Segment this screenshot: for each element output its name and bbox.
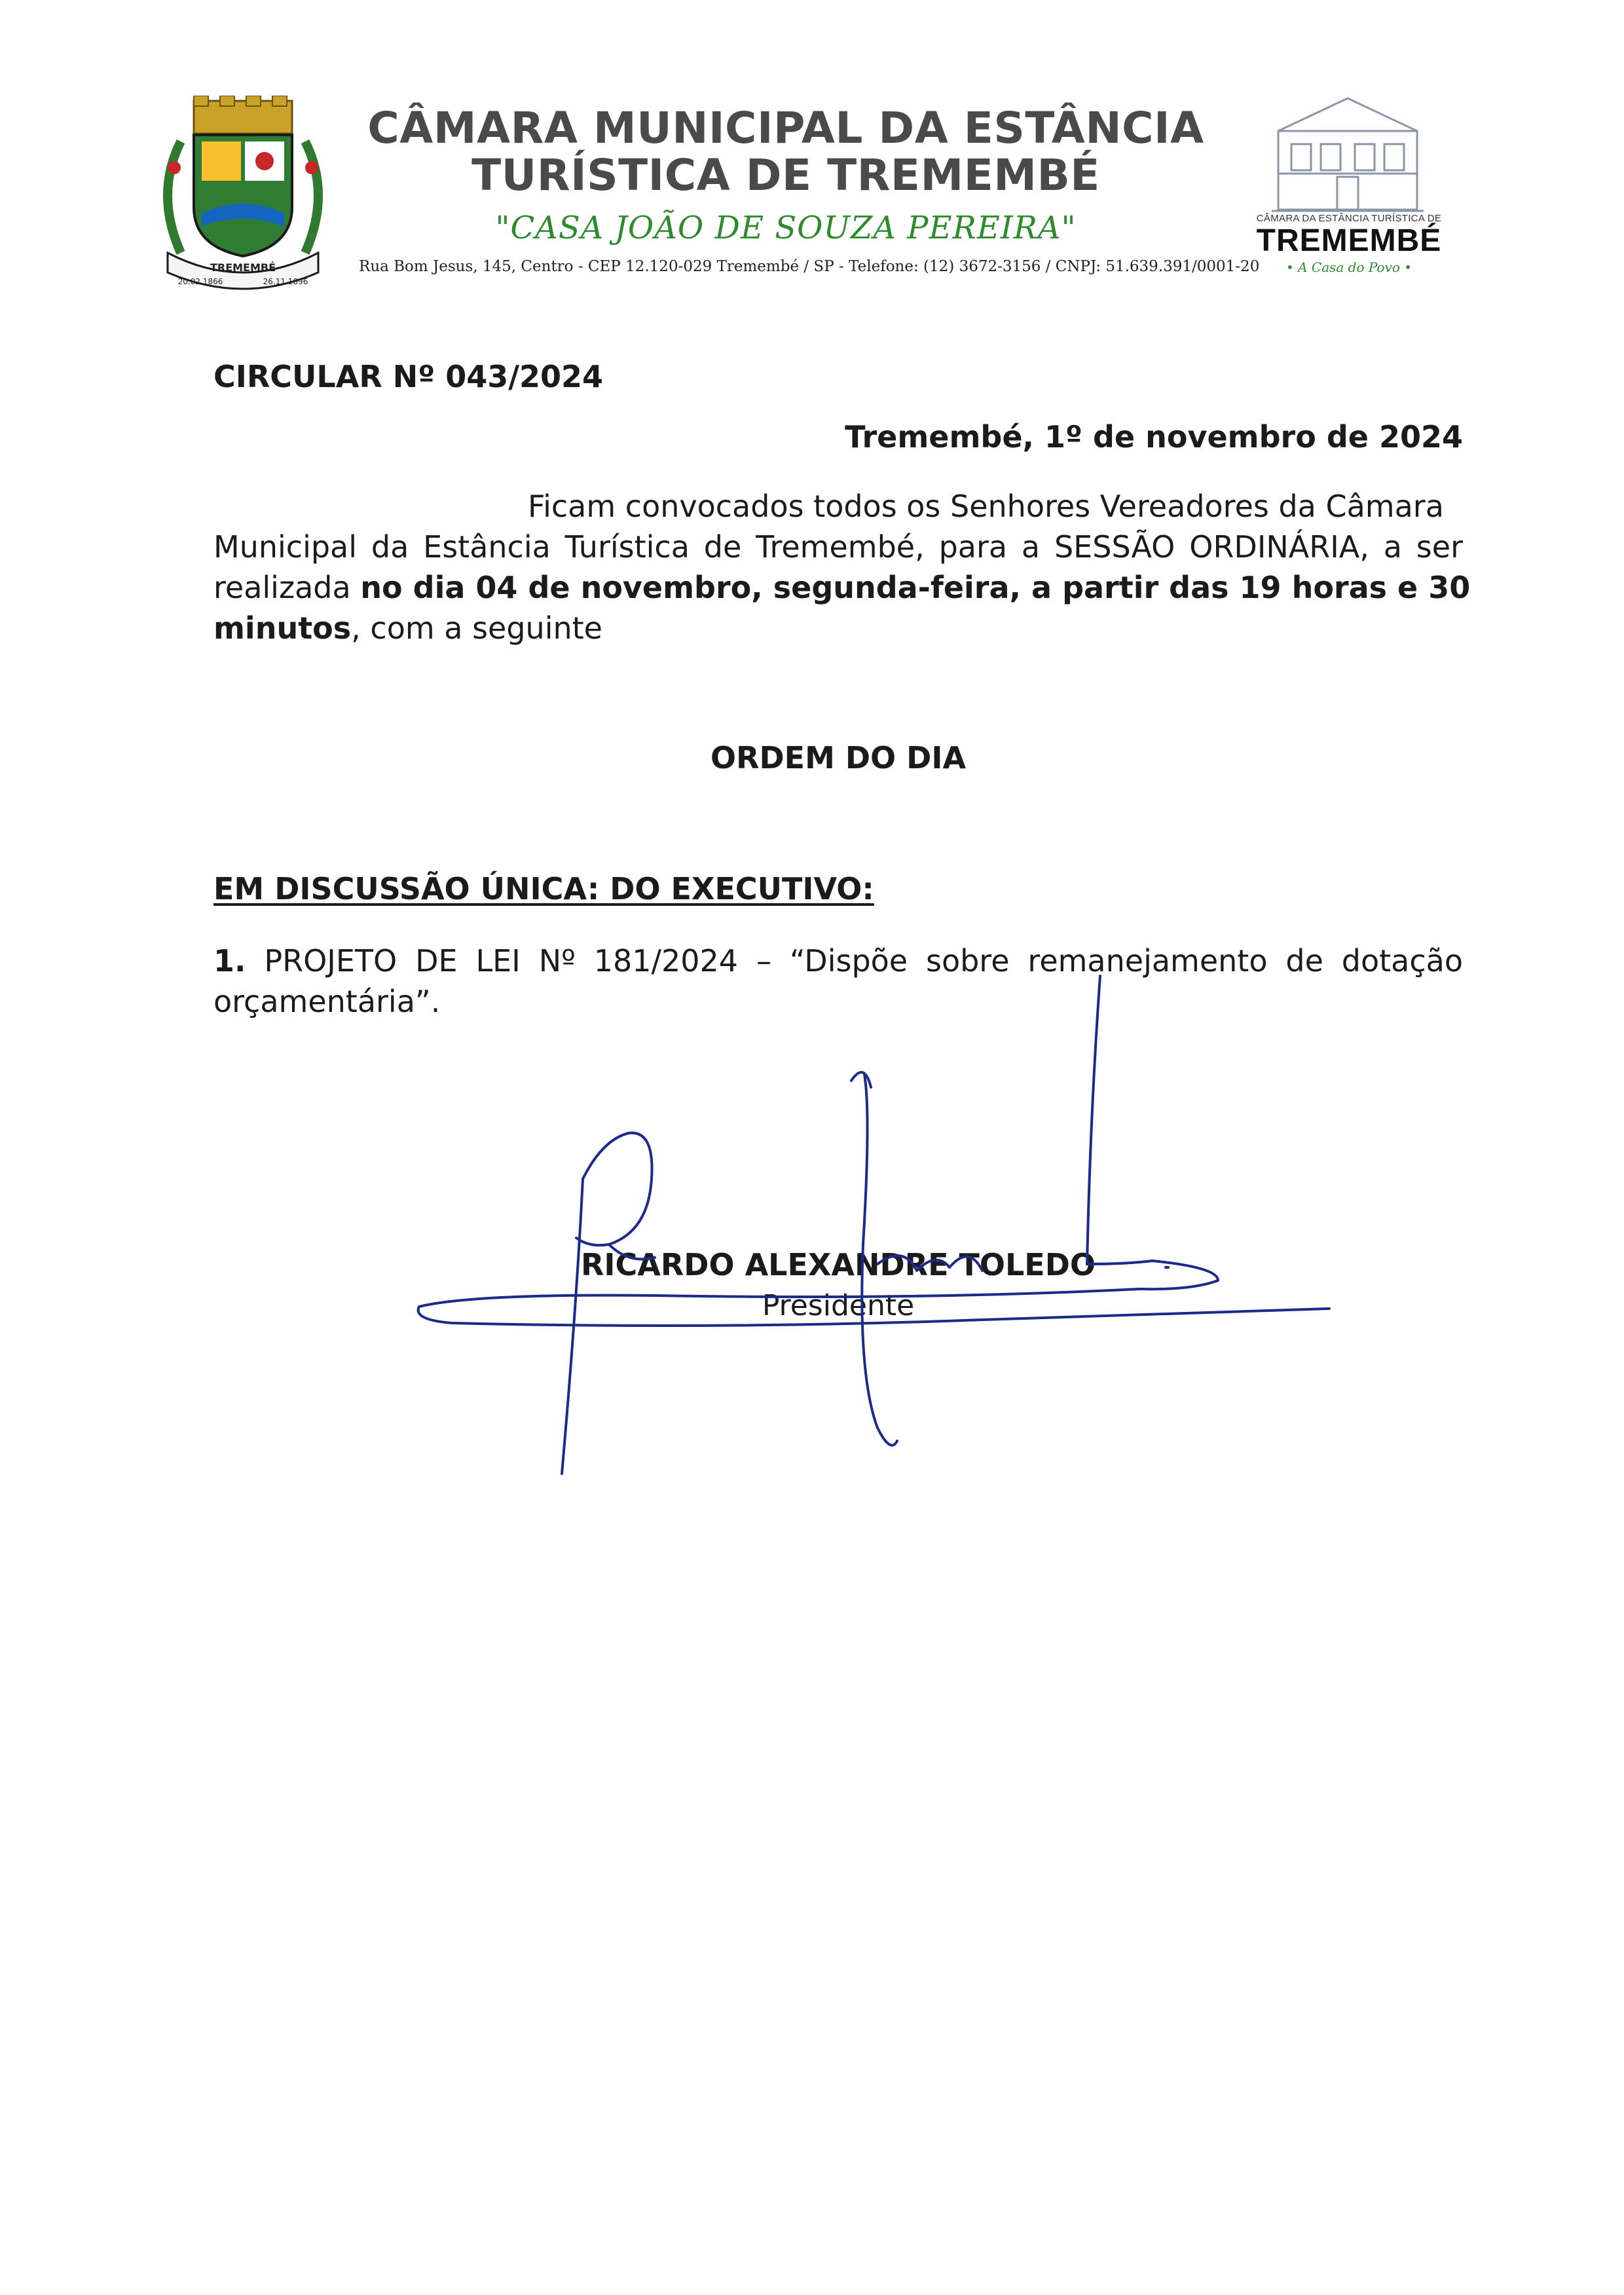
- list-item-number: 1.: [213, 943, 246, 979]
- house-logo-caption: CÂMARA DA ESTÂNCIA TURÍSTICA DE: [1256, 213, 1442, 224]
- document-date: Tremembé, 1º de novembro de 2024: [845, 419, 1463, 455]
- org-name-line1: CÂMARA MUNICIPAL DA ESTÂNCIA: [367, 103, 1204, 153]
- paragraph-line-3-prefix: realizada: [213, 570, 361, 605]
- paragraph-line-4-bold: minutos: [213, 610, 352, 646]
- section-title: EM DISCUSSÃO ÚNICA: DO EXECUTIVO:: [213, 871, 874, 906]
- paragraph-line-1-text: Ficam convocados todos os Senhores Vereadores da Câmara: [528, 489, 1444, 524]
- svg-text:26.11.1896: 26.11.1896: [263, 277, 308, 286]
- paragraph-line-2: Municipal da Estância Turística de Tremembé, para a SESSÃO ORDINÁRIA, a ser: [213, 529, 1463, 565]
- svg-text:20.02.1866: 20.02.1866: [177, 277, 223, 286]
- list-item-continuation: orçamentária”.: [213, 984, 441, 1019]
- paragraph-line-4-rest: , com a seguinte: [351, 610, 602, 646]
- paragraph-line-3-bold: no dia 04 de novembro, segunda-feira, a partir das 19 horas e 30: [360, 570, 1471, 605]
- chamber-building-icon: [1259, 92, 1437, 288]
- paragraph-line-1: [213, 486, 1463, 527]
- ordem-do-dia-title: ORDEM DO DIA: [710, 740, 967, 775]
- house-logo-slogan: • A Casa do Povo •: [1285, 259, 1412, 275]
- list-item-text: PROJETO DE LEI Nº 181/2024 – “Dispõe sobre remanejamento de dotação: [264, 943, 1463, 979]
- list-item: [213, 941, 1463, 981]
- house-logo-title: TREMEMBÉ: [1256, 223, 1442, 258]
- paragraph-line-4: [213, 608, 1463, 648]
- coat-of-arms-icon: [155, 96, 331, 292]
- signatory-name: RICARDO ALEXANDRE TOLEDO: [580, 1247, 1096, 1282]
- paragraph-line-3: [213, 567, 1471, 608]
- org-motto: "CASA JOÃO DE SOUZA PEREIRA": [495, 210, 1077, 246]
- org-name-line2: TURÍSTICA DE TREMEMBÉ: [471, 150, 1100, 200]
- svg-text:TREMEMBÉ: TREMEMBÉ: [210, 261, 276, 274]
- circular-number: CIRCULAR Nº 043/2024: [213, 359, 604, 394]
- org-address: Rua Bom Jesus, 145, Centro - CEP 12.120-029 Tremembé / SP - Telefone: (12) 3672-3156 / CNPJ: 51.639.391/0001-20: [359, 258, 1260, 275]
- signatory-role: Presidente: [762, 1289, 915, 1322]
